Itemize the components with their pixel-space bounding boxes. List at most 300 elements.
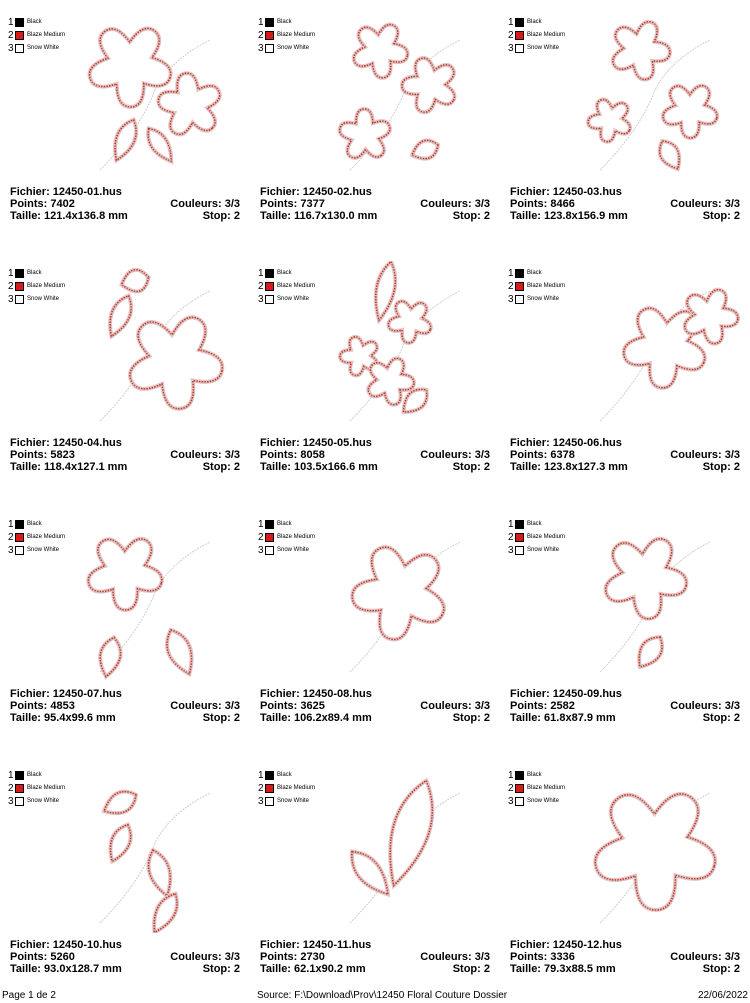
points-label: Points: [510,951,548,963]
colors-value: 3/3 [224,700,240,712]
color-swatch [515,269,524,278]
size-value: 79.3x88.5 mm [544,963,616,975]
stop-value: 2 [483,210,490,222]
colors-label: Couleurs: [170,700,222,712]
legend-number: 2 [8,281,14,292]
points-value: 8058 [300,449,325,461]
size-value: 62.1x90.2 mm [294,963,366,975]
points-value: 7377 [300,198,325,210]
colors-value: 3/3 [724,951,740,963]
size-line [10,461,127,473]
points-line [10,700,75,712]
colors-value: 3/3 [474,951,490,963]
file-line [10,437,122,449]
points-label: Points: [260,198,298,210]
legend-number: 1 [8,519,14,530]
stop-line [453,963,490,975]
stop-label: Stop: [202,210,231,222]
size-value: 118.4x127.1 mm [44,461,128,473]
points-line [260,198,325,210]
file-name: 12450-07.hus [52,688,122,700]
colors-line [420,198,490,210]
design-card [250,753,500,1003]
file-name: 12450-03.hus [552,186,622,198]
color-swatch [15,282,24,291]
legend-number: 1 [258,268,264,279]
color-swatch [515,797,524,806]
size-value: 116.7x130.0 mm [294,210,378,222]
colors-value: 3/3 [724,700,740,712]
design-info [510,437,740,473]
stop-value: 2 [233,210,240,222]
colors-line [170,951,240,963]
stop-line [453,712,490,724]
legend-color-name: Blaze Medium [27,32,66,38]
color-swatch [265,31,274,40]
points-line [10,951,75,963]
legend-number: 2 [8,783,14,794]
embroidery-preview [570,261,740,431]
color-swatch [265,784,274,793]
design-info [510,939,740,975]
design-info [10,688,240,724]
legend-color-name: Snow White [527,547,560,553]
legend-number: 3 [508,294,514,305]
colors-label: Couleurs: [170,198,222,210]
points-line [260,700,325,712]
file-name: 12450-02.hus [302,186,372,198]
size-label: Taille: [260,963,291,975]
colors-label: Couleurs: [670,951,722,963]
points-value: 5260 [50,951,75,963]
points-line [510,449,575,461]
colors-line [170,700,240,712]
size-line [260,461,378,473]
file-label: Fichier: [260,437,300,449]
file-name: 12450-08.hus [302,688,372,700]
legend-number: 3 [508,43,514,54]
file-label: Fichier: [510,939,550,951]
colors-line [170,198,240,210]
stop-label: Stop: [202,712,231,724]
colors-value: 3/3 [474,198,490,210]
legend-color-name: Snow White [527,45,560,51]
design-info [260,437,490,473]
legend-color-name: Blaze Medium [527,785,566,791]
size-value: 121.4x136.8 mm [44,210,128,222]
legend-color-name: Snow White [27,547,60,553]
legend-number: 3 [8,294,14,305]
colors-label: Couleurs: [420,198,472,210]
legend-color-name: Blaze Medium [527,534,566,540]
size-line [510,963,616,975]
embroidery-preview [320,10,490,180]
file-label: Fichier: [510,437,550,449]
colors-value: 3/3 [474,700,490,712]
legend-number: 1 [508,268,514,279]
colors-value: 3/3 [224,198,240,210]
color-swatch [15,44,24,53]
legend-number: 2 [508,783,514,794]
color-swatch [15,520,24,529]
stop-label: Stop: [202,963,231,975]
design-card [0,502,250,752]
points-line [510,700,575,712]
file-name: 12450-10.hus [52,939,122,951]
embroidery-preview [70,261,240,431]
colors-label: Couleurs: [420,700,472,712]
legend-number: 1 [508,519,514,530]
size-line [10,210,128,222]
stop-label: Stop: [452,461,481,473]
design-card [250,251,500,501]
color-swatch [265,520,274,529]
color-swatch [515,546,524,555]
legend-color-name: Snow White [27,45,60,51]
legend-number: 1 [8,268,14,279]
legend-number: 2 [508,30,514,41]
points-label: Points: [10,700,48,712]
design-card [250,0,500,250]
color-swatch [515,520,524,529]
embroidery-preview [70,10,240,180]
size-line [260,963,366,975]
size-label: Taille: [510,963,541,975]
legend-color-name: Black [27,19,42,25]
size-label: Taille: [510,210,541,222]
color-swatch [515,44,524,53]
stop-line [703,461,740,473]
points-value: 3625 [300,700,325,712]
design-info [260,186,490,222]
file-name: 12450-05.hus [302,437,372,449]
size-line [10,712,116,724]
color-swatch [515,784,524,793]
legend-color-name: Snow White [277,296,310,302]
stop-label: Stop: [702,963,731,975]
file-line [510,437,622,449]
file-line [260,688,372,700]
points-line [10,449,75,461]
embroidery-preview [570,512,740,682]
legend-color-name: Snow White [27,798,60,804]
stop-label: Stop: [702,210,731,222]
points-value: 2582 [550,700,575,712]
stop-label: Stop: [702,461,731,473]
design-card [500,753,750,1003]
embroidery-preview [70,763,240,933]
stop-label: Stop: [202,461,231,473]
design-info [260,688,490,724]
legend-color-name: Blaze Medium [277,283,316,289]
design-info [260,939,490,975]
legend-number: 2 [258,783,264,794]
size-line [510,461,628,473]
stop-line [703,712,740,724]
design-card [500,251,750,501]
colors-value: 3/3 [224,951,240,963]
file-line [10,939,122,951]
color-swatch [515,533,524,542]
legend-number: 1 [8,770,14,781]
file-label: Fichier: [10,688,50,700]
color-swatch [15,771,24,780]
points-label: Points: [510,198,548,210]
colors-value: 3/3 [224,449,240,461]
size-line [260,210,377,222]
colors-line [670,700,740,712]
legend-number: 2 [508,281,514,292]
legend-color-name: Black [527,270,542,276]
color-swatch [515,282,524,291]
file-label: Fichier: [260,186,300,198]
legend-number: 3 [8,43,14,54]
design-card [250,502,500,752]
size-label: Taille: [260,461,291,473]
color-swatch [265,295,274,304]
file-label: Fichier: [260,688,300,700]
embroidery-preview [570,10,740,180]
embroidery-preview [70,512,240,682]
design-card [0,251,250,501]
points-value: 8466 [550,198,575,210]
legend-color-name: Blaze Medium [277,785,316,791]
points-label: Points: [260,951,298,963]
file-name: 12450-11.hus [302,939,372,951]
size-line [510,712,616,724]
size-line [510,210,628,222]
color-swatch [265,18,274,27]
file-line [510,186,622,198]
stop-line [203,210,240,222]
legend-color-name: Blaze Medium [27,534,66,540]
colors-line [670,449,740,461]
stop-value: 2 [733,963,740,975]
file-line [260,437,372,449]
design-card [500,502,750,752]
size-value: 106.2x89.4 mm [294,712,372,724]
size-value: 123.8x156.9 mm [544,210,628,222]
size-label: Taille: [260,210,291,222]
colors-label: Couleurs: [420,951,472,963]
stop-label: Stop: [452,963,481,975]
color-swatch [15,18,24,27]
size-label: Taille: [10,210,41,222]
points-line [260,449,325,461]
points-label: Points: [10,951,48,963]
legend-number: 3 [8,796,14,807]
points-value: 2730 [300,951,325,963]
legend-color-name: Black [527,521,542,527]
stop-line [203,712,240,724]
stop-value: 2 [483,461,490,473]
legend-color-name: Blaze Medium [27,283,66,289]
legend-color-name: Snow White [277,798,310,804]
file-label: Fichier: [10,437,50,449]
file-name: 12450-09.hus [552,688,622,700]
design-card [0,0,250,250]
embroidery-preview [320,261,490,431]
size-value: 123.8x127.3 mm [544,461,628,473]
points-label: Points: [10,449,48,461]
legend-color-name: Black [527,19,542,25]
points-line [510,198,575,210]
size-line [10,963,122,975]
legend-number: 1 [8,17,14,28]
stop-label: Stop: [702,712,731,724]
stop-value: 2 [733,461,740,473]
stop-label: Stop: [452,210,481,222]
points-label: Points: [260,700,298,712]
design-card [500,0,750,250]
color-swatch [515,295,524,304]
color-swatch [265,771,274,780]
legend-number: 3 [8,545,14,556]
design-card [0,753,250,1003]
legend-color-name: Black [27,772,42,778]
legend-color-name: Black [277,270,292,276]
design-info [10,437,240,473]
color-swatch [265,269,274,278]
legend-number: 2 [508,532,514,543]
source-path: Source: F:\Download\Prov\12450 Floral Couture Dossier [257,990,508,1001]
stop-value: 2 [483,712,490,724]
color-swatch [15,269,24,278]
points-value: 3336 [550,951,575,963]
legend-color-name: Snow White [277,45,310,51]
size-label: Taille: [10,963,41,975]
size-label: Taille: [10,712,41,724]
colors-line [420,700,490,712]
size-value: 61.8x87.9 mm [544,712,616,724]
legend-number: 1 [258,519,264,530]
color-swatch [265,533,274,542]
page-footer [0,988,750,1003]
legend-number: 3 [258,43,264,54]
legend-number: 2 [258,281,264,292]
stop-line [453,461,490,473]
points-line [10,198,75,210]
colors-label: Couleurs: [670,198,722,210]
legend-number: 2 [258,532,264,543]
stop-value: 2 [233,461,240,473]
stop-value: 2 [733,712,740,724]
legend-color-name: Snow White [527,798,560,804]
stop-line [203,461,240,473]
file-label: Fichier: [510,688,550,700]
legend-number: 2 [8,30,14,41]
colors-value: 3/3 [724,449,740,461]
points-label: Points: [510,700,548,712]
color-swatch [265,797,274,806]
size-value: 103.5x166.6 mm [294,461,378,473]
legend-color-name: Black [27,521,42,527]
points-line [260,951,325,963]
print-date: 22/06/2022 [697,990,748,1001]
file-line [260,939,371,951]
file-name: 12450-04.hus [52,437,122,449]
file-label: Fichier: [10,939,50,951]
color-swatch [15,797,24,806]
colors-label: Couleurs: [670,449,722,461]
color-swatch [515,771,524,780]
page-number: Page 1 de 2 [2,990,56,1001]
color-swatch [515,31,524,40]
legend-color-name: Snow White [277,547,310,553]
legend-color-name: Black [277,19,292,25]
file-name: 12450-06.hus [552,437,622,449]
points-line [510,951,575,963]
file-label: Fichier: [510,186,550,198]
size-label: Taille: [510,712,541,724]
size-label: Taille: [10,461,41,473]
legend-number: 3 [258,294,264,305]
legend-color-name: Blaze Medium [277,534,316,540]
points-value: 7402 [50,198,75,210]
size-value: 95.4x99.6 mm [44,712,116,724]
file-line [510,688,622,700]
stop-line [453,210,490,222]
embroidery-preview [320,763,490,933]
legend-color-name: Blaze Medium [27,785,66,791]
legend-number: 1 [258,17,264,28]
legend-number: 3 [508,545,514,556]
legend-color-name: Black [277,521,292,527]
color-swatch [265,44,274,53]
colors-value: 3/3 [724,198,740,210]
colors-value: 3/3 [474,449,490,461]
size-label: Taille: [260,712,291,724]
legend-color-name: Snow White [527,296,560,302]
colors-label: Couleurs: [420,449,472,461]
stop-line [703,210,740,222]
color-swatch [265,546,274,555]
file-line [510,939,622,951]
legend-color-name: Blaze Medium [527,283,566,289]
color-swatch [15,533,24,542]
color-swatch [515,18,524,27]
legend-number: 1 [258,770,264,781]
legend-number: 3 [258,545,264,556]
file-name: 12450-01.hus [52,186,122,198]
colors-label: Couleurs: [670,700,722,712]
size-value: 93.0x128.7 mm [44,963,122,975]
legend-number: 1 [508,770,514,781]
legend-color-name: Snow White [27,296,60,302]
embroidery-preview [570,763,740,933]
points-value: 5823 [50,449,75,461]
design-info [10,939,240,975]
file-line [260,186,372,198]
color-swatch [15,295,24,304]
color-swatch [15,546,24,555]
size-line [260,712,372,724]
legend-color-name: Blaze Medium [527,32,566,38]
stop-value: 2 [233,963,240,975]
file-name: 12450-12.hus [552,939,622,951]
colors-label: Couleurs: [170,449,222,461]
file-label: Fichier: [10,186,50,198]
stop-value: 2 [233,712,240,724]
stop-value: 2 [733,210,740,222]
colors-line [420,951,490,963]
colors-label: Couleurs: [170,951,222,963]
legend-number: 3 [258,796,264,807]
colors-line [420,449,490,461]
points-value: 6378 [550,449,575,461]
colors-line [670,951,740,963]
file-line [10,186,122,198]
